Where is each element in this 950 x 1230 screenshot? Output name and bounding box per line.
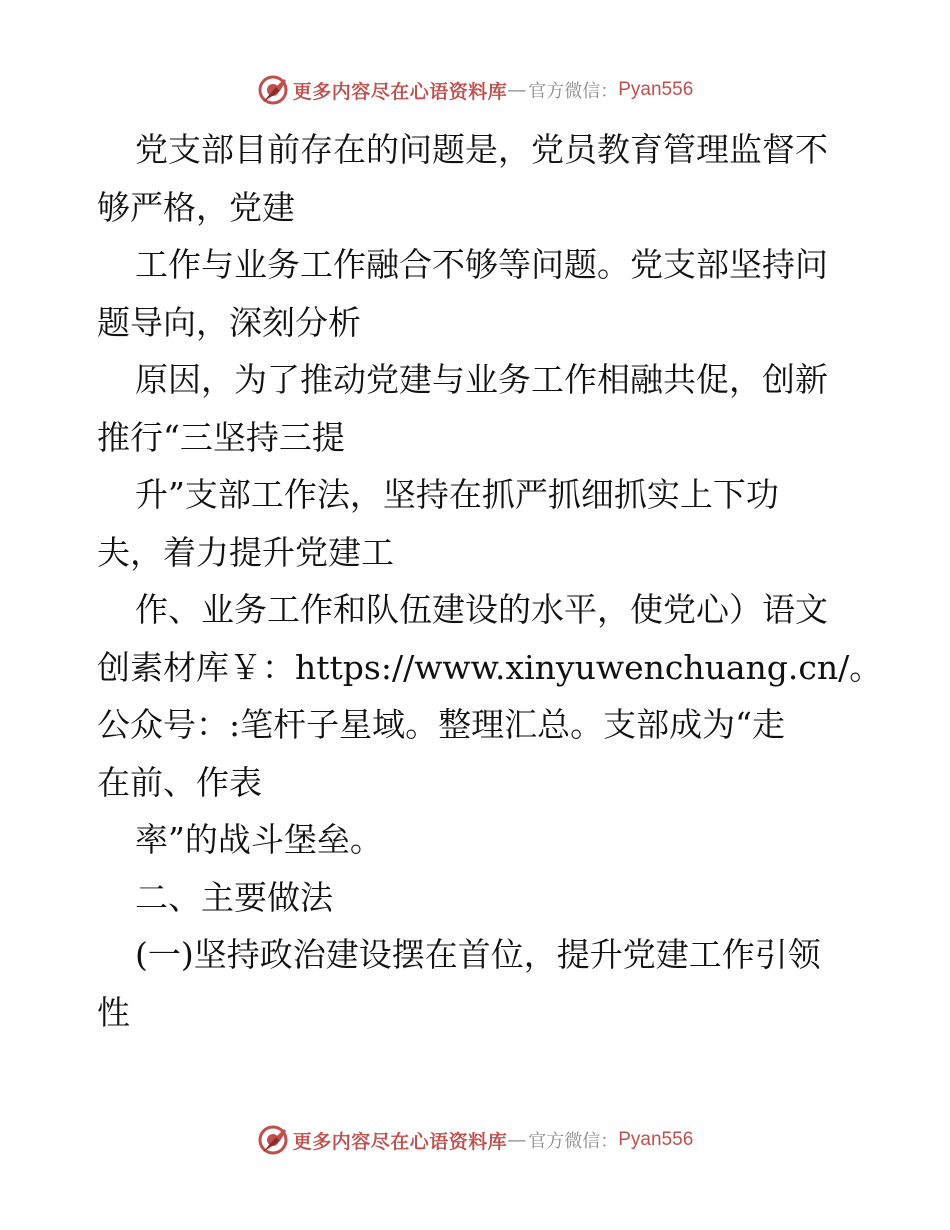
text-line: 作、业务工作和队伍建设的水平，使党心）语文 — [135, 590, 828, 629]
text-line: 夫，着力提升党建工 — [97, 532, 394, 572]
section-heading: 二、主要做法 — [135, 877, 333, 917]
text-line: 题导向，深刻分析 — [97, 302, 361, 342]
banner-slogan: 更多内容尽在心语资料库 — [292, 1130, 508, 1153]
footer-banner — [0, 1122, 950, 1158]
pen-logo-icon — [257, 1124, 289, 1156]
text-line: 推行“三坚持三提 — [97, 417, 345, 457]
text-line: 升”支部工作法，坚持在抓严抓细抓实上下功 — [135, 475, 779, 514]
text-line: 工作与业务工作融合不够等问题。党支部坚持问 — [135, 245, 828, 284]
text-line: 党支部目前存在的问题是，党员教育管理监督不 — [135, 130, 828, 169]
banner-slogan: 更多内容尽在心语资料库 — [292, 80, 508, 103]
pen-logo-icon — [257, 74, 289, 106]
text-line: 原因，为了推动党建与业务工作相融共促，创新 — [135, 360, 828, 399]
banner-wechat-id: Pyan556 — [618, 1129, 694, 1150]
banner-wechat-label: 官方微信： — [528, 1131, 619, 1152]
text-line: 够严格，党建 — [97, 187, 295, 227]
text-line: 性 — [97, 992, 130, 1032]
banner-wechat-label: 官方微信： — [528, 81, 619, 102]
text-line: 公众号：:笔杆子星域。整理汇总。支部成为“走 — [97, 705, 785, 744]
document-body — [97, 121, 883, 1041]
text-line: 在前、作表 — [97, 762, 262, 802]
banner-separator: — — [507, 1129, 527, 1151]
header-banner — [0, 72, 950, 108]
text-line: 创素材库￥：https://www.xinyuwenchuang.cn/。 — [97, 647, 883, 687]
banner-wechat-id: Pyan556 — [618, 79, 694, 100]
text-line: 率”的战斗堡垒。 — [135, 820, 383, 859]
subsection-heading: (一)坚持政治建设摆在首位，提升党建工作引领 — [135, 935, 821, 974]
banner-separator: — — [507, 79, 527, 101]
